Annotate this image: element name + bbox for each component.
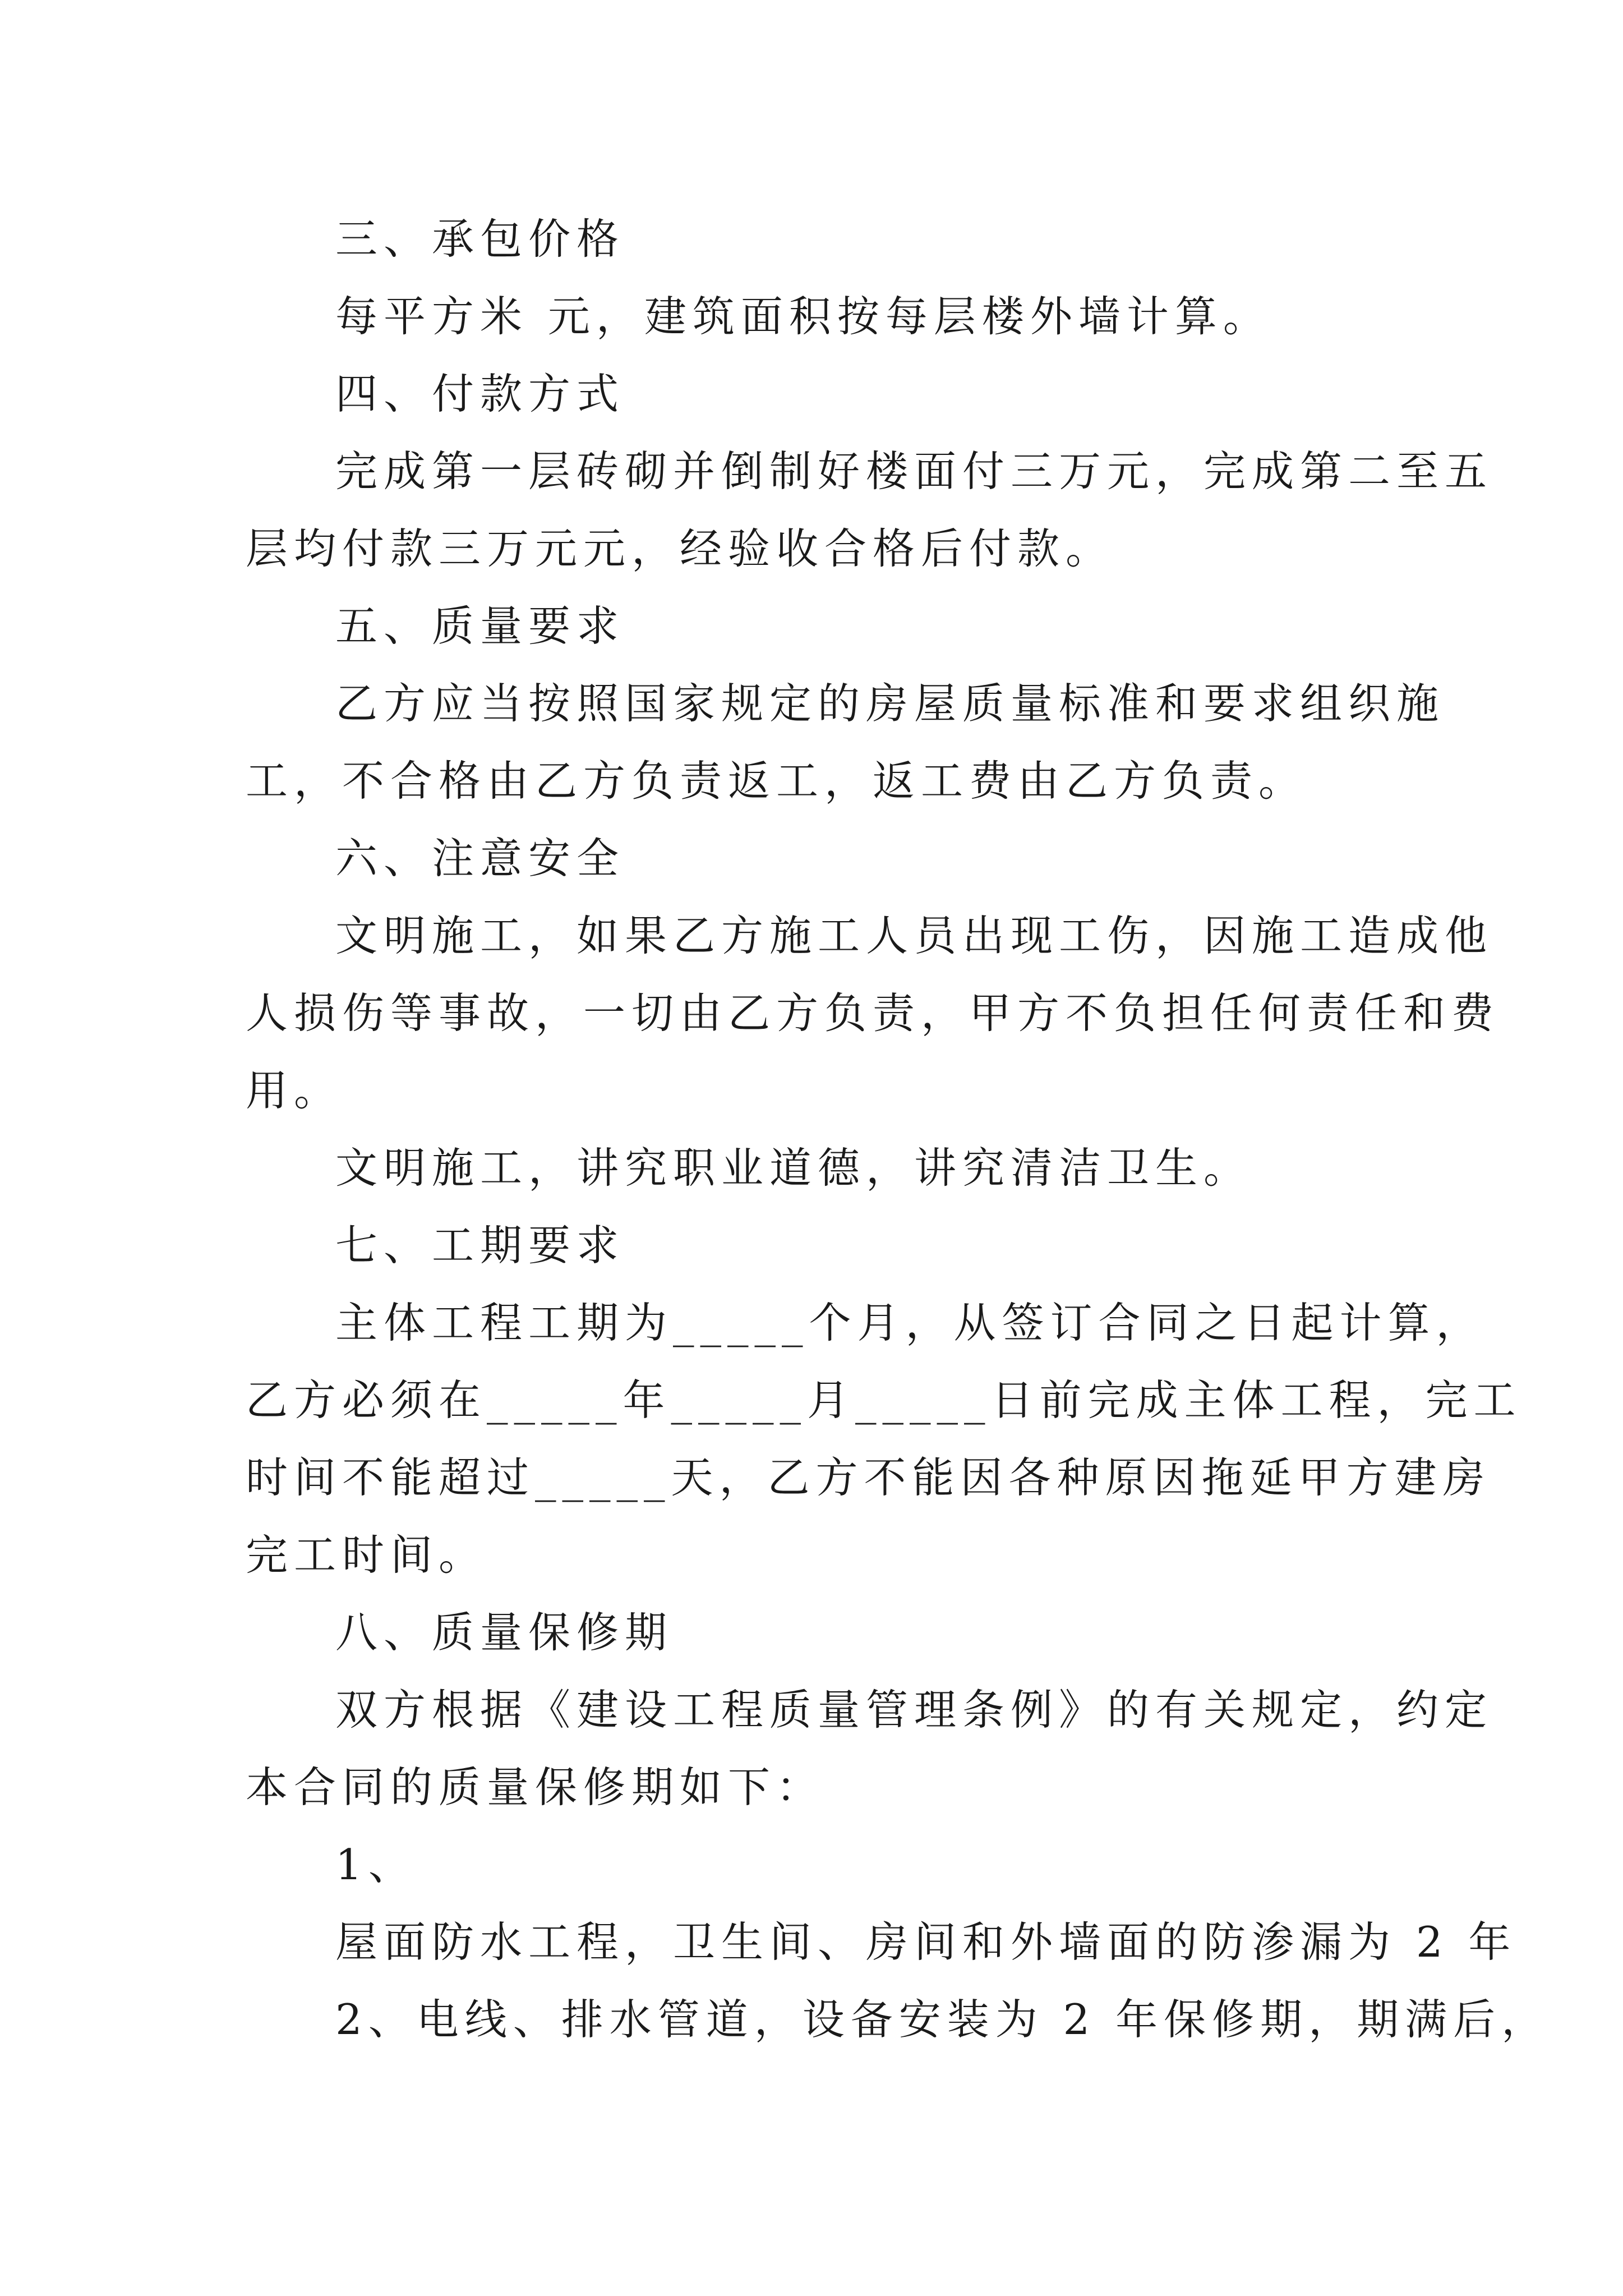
section-heading-payment-method: 四、付款方式 xyxy=(335,369,625,418)
section-heading-warranty: 八、质量保修期 xyxy=(335,1608,674,1657)
list-item: 屋面防水工程，卫生间、房间和外墙面的防渗漏为 2 年 xyxy=(335,1917,1517,1967)
paragraph-line: 工，不合格由乙方负责返工，返工费由乙方负责。 xyxy=(246,756,1307,806)
paragraph-line: 用。 xyxy=(246,1066,343,1115)
paragraph-line: 文明施工，如果乙方施工人员出现工伤，因施工造成他 xyxy=(335,911,1493,960)
paragraph-line: 时间不能超过_____天，乙方不能因各种原因拖延甲方建房 xyxy=(246,1453,1491,1502)
paragraph-line: 双方根据《建设工程质量管理条例》的有关规定，约定 xyxy=(335,1685,1493,1734)
section-heading-schedule: 七、工期要求 xyxy=(335,1221,625,1270)
paragraph-line: 层均付款三万元元，经验收合格后付款。 xyxy=(246,524,1114,573)
paragraph-line: 人损伤等事故，一切由乙方负责，甲方不负担任何责任和费 xyxy=(246,988,1500,1038)
paragraph-line: 本合同的质量保修期如下： xyxy=(246,1763,825,1812)
paragraph-line: 完成第一层砖砌并倒制好楼面付三万元，完成第二至五 xyxy=(335,447,1493,496)
paragraph-line: 文明施工，讲究职业道德，讲究清洁卫生。 xyxy=(335,1143,1252,1193)
paragraph-line: 主体工程工期为_____个月，从签订合同之日起计算， xyxy=(335,1298,1484,1347)
paragraph-line: 每平方米 元，建筑面积按每层楼外墙计算。 xyxy=(335,292,1271,341)
paragraph-line: 乙方应当按照国家规定的房屋质量标准和要求组织施 xyxy=(335,679,1445,728)
paragraph-line: 乙方必须在_____年_____月_____日前完成主体工程，完工 xyxy=(246,1375,1522,1425)
section-heading-quality-requirements: 五、质量要求 xyxy=(335,601,625,651)
list-item: 2、电线、排水管道，设备安装为 2 年保修期，期满后， xyxy=(335,1995,1550,2044)
section-heading-contract-price: 三、承包价格 xyxy=(335,214,625,264)
section-heading-safety: 六、注意安全 xyxy=(335,834,625,883)
paragraph-line: 完工时间。 xyxy=(246,1530,487,1580)
list-item-number: 1、 xyxy=(335,1840,417,1889)
